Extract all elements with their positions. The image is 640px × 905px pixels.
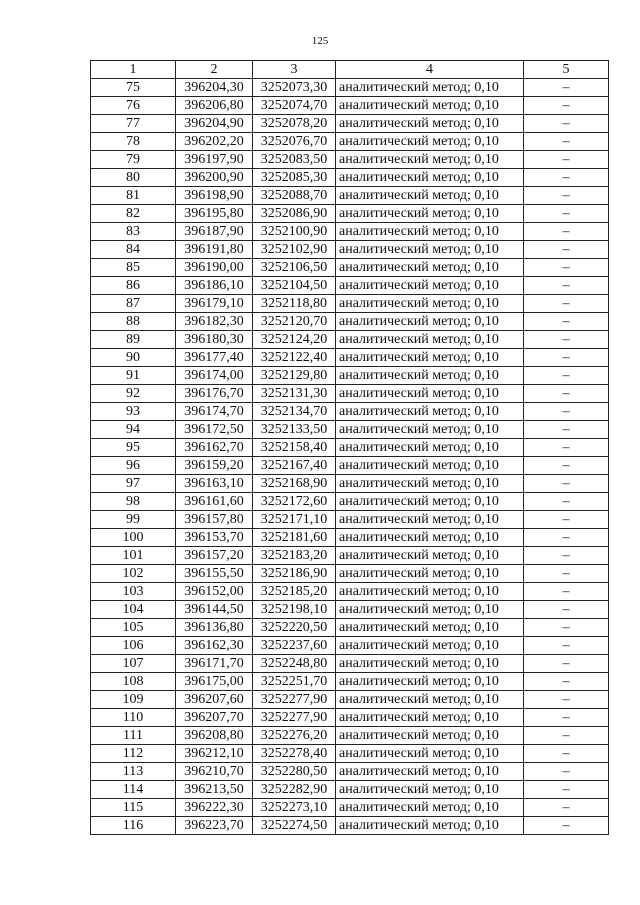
y-coordinate-cell: 3252277,90 xyxy=(253,691,336,709)
point-number-cell: 89 xyxy=(91,331,176,349)
point-number-cell: 78 xyxy=(91,133,176,151)
method-cell: аналитический метод; 0,10 xyxy=(336,241,524,259)
note-cell: – xyxy=(524,403,609,421)
x-coordinate-cell: 396179,10 xyxy=(176,295,253,313)
header-cell: 1 xyxy=(91,61,176,79)
y-coordinate-cell: 3252086,90 xyxy=(253,205,336,223)
note-cell: – xyxy=(524,133,609,151)
note-cell: – xyxy=(524,331,609,349)
method-cell: аналитический метод; 0,10 xyxy=(336,205,524,223)
method-cell: аналитический метод; 0,10 xyxy=(336,637,524,655)
table-row xyxy=(91,439,609,457)
x-coordinate-cell: 396171,70 xyxy=(176,655,253,673)
x-coordinate-cell: 396159,20 xyxy=(176,457,253,475)
table-row xyxy=(91,187,609,205)
point-number-cell: 86 xyxy=(91,277,176,295)
table-row xyxy=(91,673,609,691)
x-coordinate-cell: 396190,00 xyxy=(176,259,253,277)
point-number-cell: 87 xyxy=(91,295,176,313)
y-coordinate-cell: 3252100,90 xyxy=(253,223,336,241)
method-cell: аналитический метод; 0,10 xyxy=(336,367,524,385)
y-coordinate-cell: 3252248,80 xyxy=(253,655,336,673)
note-cell: – xyxy=(524,493,609,511)
note-cell: – xyxy=(524,79,609,97)
y-coordinate-cell: 3252104,50 xyxy=(253,277,336,295)
note-cell: – xyxy=(524,241,609,259)
note-cell: – xyxy=(524,799,609,817)
note-cell: – xyxy=(524,151,609,169)
method-cell: аналитический метод; 0,10 xyxy=(336,457,524,475)
note-cell: – xyxy=(524,97,609,115)
y-coordinate-cell: 3252133,50 xyxy=(253,421,336,439)
note-cell: – xyxy=(524,475,609,493)
point-number-cell: 77 xyxy=(91,115,176,133)
table-row xyxy=(91,709,609,727)
note-cell: – xyxy=(524,727,609,745)
table-row xyxy=(91,385,609,403)
x-coordinate-cell: 396200,90 xyxy=(176,169,253,187)
note-cell: – xyxy=(524,115,609,133)
point-number-cell: 111 xyxy=(91,727,176,745)
note-cell: – xyxy=(524,457,609,475)
note-cell: – xyxy=(524,385,609,403)
y-coordinate-cell: 3252083,50 xyxy=(253,151,336,169)
note-cell: – xyxy=(524,421,609,439)
point-number-cell: 75 xyxy=(91,79,176,97)
y-coordinate-cell: 3252134,70 xyxy=(253,403,336,421)
table-row xyxy=(91,241,609,259)
method-cell: аналитический метод; 0,10 xyxy=(336,619,524,637)
method-cell: аналитический метод; 0,10 xyxy=(336,709,524,727)
table-row xyxy=(91,79,609,97)
note-cell: – xyxy=(524,673,609,691)
table-row xyxy=(91,799,609,817)
y-coordinate-cell: 3252073,30 xyxy=(253,79,336,97)
table-row xyxy=(91,331,609,349)
table-row xyxy=(91,565,609,583)
table-row xyxy=(91,637,609,655)
point-number-cell: 85 xyxy=(91,259,176,277)
x-coordinate-cell: 396207,60 xyxy=(176,691,253,709)
method-cell: аналитический метод; 0,10 xyxy=(336,259,524,277)
point-number-cell: 115 xyxy=(91,799,176,817)
method-cell: аналитический метод; 0,10 xyxy=(336,475,524,493)
method-cell: аналитический метод; 0,10 xyxy=(336,529,524,547)
point-number-cell: 104 xyxy=(91,601,176,619)
table-row xyxy=(91,259,609,277)
method-cell: аналитический метод; 0,10 xyxy=(336,817,524,835)
x-coordinate-cell: 396172,50 xyxy=(176,421,253,439)
y-coordinate-cell: 3252237,60 xyxy=(253,637,336,655)
x-coordinate-cell: 396207,70 xyxy=(176,709,253,727)
note-cell: – xyxy=(524,187,609,205)
point-number-cell: 103 xyxy=(91,583,176,601)
note-cell: – xyxy=(524,601,609,619)
table-body xyxy=(91,61,609,835)
x-coordinate-cell: 396161,60 xyxy=(176,493,253,511)
table-header-row xyxy=(91,61,609,79)
method-cell: аналитический метод; 0,10 xyxy=(336,295,524,313)
table-row xyxy=(91,151,609,169)
header-cell: 4 xyxy=(336,61,524,79)
point-number-cell: 82 xyxy=(91,205,176,223)
x-coordinate-cell: 396197,90 xyxy=(176,151,253,169)
y-coordinate-cell: 3252276,20 xyxy=(253,727,336,745)
note-cell: – xyxy=(524,817,609,835)
point-number-cell: 95 xyxy=(91,439,176,457)
y-coordinate-cell: 3252088,70 xyxy=(253,187,336,205)
method-cell: аналитический метод; 0,10 xyxy=(336,601,524,619)
y-coordinate-cell: 3252085,30 xyxy=(253,169,336,187)
x-coordinate-cell: 396186,10 xyxy=(176,277,253,295)
method-cell: аналитический метод; 0,10 xyxy=(336,349,524,367)
point-number-cell: 105 xyxy=(91,619,176,637)
table-row xyxy=(91,475,609,493)
y-coordinate-cell: 3252106,50 xyxy=(253,259,336,277)
note-cell: – xyxy=(524,529,609,547)
y-coordinate-cell: 3252122,40 xyxy=(253,349,336,367)
note-cell: – xyxy=(524,205,609,223)
table-row xyxy=(91,493,609,511)
point-number-cell: 80 xyxy=(91,169,176,187)
x-coordinate-cell: 396175,00 xyxy=(176,673,253,691)
table-row xyxy=(91,403,609,421)
point-number-cell: 114 xyxy=(91,781,176,799)
x-coordinate-cell: 396195,80 xyxy=(176,205,253,223)
point-number-cell: 102 xyxy=(91,565,176,583)
y-coordinate-cell: 3252158,40 xyxy=(253,439,336,457)
table-row xyxy=(91,745,609,763)
table-row xyxy=(91,133,609,151)
x-coordinate-cell: 396157,20 xyxy=(176,547,253,565)
method-cell: аналитический метод; 0,10 xyxy=(336,277,524,295)
y-coordinate-cell: 3252168,90 xyxy=(253,475,336,493)
method-cell: аналитический метод; 0,10 xyxy=(336,583,524,601)
note-cell: – xyxy=(524,277,609,295)
x-coordinate-cell: 396162,70 xyxy=(176,439,253,457)
method-cell: аналитический метод; 0,10 xyxy=(336,313,524,331)
table-row xyxy=(91,313,609,331)
point-number-cell: 91 xyxy=(91,367,176,385)
table-row xyxy=(91,421,609,439)
point-number-cell: 112 xyxy=(91,745,176,763)
y-coordinate-cell: 3252273,10 xyxy=(253,799,336,817)
method-cell: аналитический метод; 0,10 xyxy=(336,565,524,583)
y-coordinate-cell: 3252282,90 xyxy=(253,781,336,799)
point-number-cell: 108 xyxy=(91,673,176,691)
y-coordinate-cell: 3252078,20 xyxy=(253,115,336,133)
point-number-cell: 76 xyxy=(91,97,176,115)
table-row xyxy=(91,457,609,475)
point-number-cell: 81 xyxy=(91,187,176,205)
x-coordinate-cell: 396174,70 xyxy=(176,403,253,421)
table-row xyxy=(91,223,609,241)
y-coordinate-cell: 3252124,20 xyxy=(253,331,336,349)
note-cell: – xyxy=(524,691,609,709)
x-coordinate-cell: 396157,80 xyxy=(176,511,253,529)
method-cell: аналитический метод; 0,10 xyxy=(336,403,524,421)
method-cell: аналитический метод; 0,10 xyxy=(336,421,524,439)
point-number-cell: 97 xyxy=(91,475,176,493)
x-coordinate-cell: 396182,30 xyxy=(176,313,253,331)
x-coordinate-cell: 396223,70 xyxy=(176,817,253,835)
point-number-cell: 94 xyxy=(91,421,176,439)
table-row xyxy=(91,655,609,673)
x-coordinate-cell: 396144,50 xyxy=(176,601,253,619)
note-cell: – xyxy=(524,223,609,241)
y-coordinate-cell: 3252186,90 xyxy=(253,565,336,583)
x-coordinate-cell: 396136,80 xyxy=(176,619,253,637)
note-cell: – xyxy=(524,313,609,331)
note-cell: – xyxy=(524,637,609,655)
x-coordinate-cell: 396177,40 xyxy=(176,349,253,367)
table-row xyxy=(91,97,609,115)
note-cell: – xyxy=(524,565,609,583)
x-coordinate-cell: 396204,30 xyxy=(176,79,253,97)
table-row xyxy=(91,583,609,601)
table-row xyxy=(91,295,609,313)
point-number-cell: 99 xyxy=(91,511,176,529)
x-coordinate-cell: 396210,70 xyxy=(176,763,253,781)
point-number-cell: 116 xyxy=(91,817,176,835)
x-coordinate-cell: 396222,30 xyxy=(176,799,253,817)
y-coordinate-cell: 3252074,70 xyxy=(253,97,336,115)
y-coordinate-cell: 3252102,90 xyxy=(253,241,336,259)
y-coordinate-cell: 3252280,50 xyxy=(253,763,336,781)
y-coordinate-cell: 3252277,90 xyxy=(253,709,336,727)
header-cell: 2 xyxy=(176,61,253,79)
x-coordinate-cell: 396204,90 xyxy=(176,115,253,133)
table-row xyxy=(91,277,609,295)
y-coordinate-cell: 3252076,70 xyxy=(253,133,336,151)
table-row xyxy=(91,619,609,637)
method-cell: аналитический метод; 0,10 xyxy=(336,151,524,169)
x-coordinate-cell: 396202,20 xyxy=(176,133,253,151)
page-number: 125 xyxy=(311,35,329,47)
point-number-cell: 110 xyxy=(91,709,176,727)
y-coordinate-cell: 3252220,50 xyxy=(253,619,336,637)
note-cell: – xyxy=(524,511,609,529)
y-coordinate-cell: 3252167,40 xyxy=(253,457,336,475)
table-row xyxy=(91,763,609,781)
coordinates-table xyxy=(90,60,609,835)
point-number-cell: 109 xyxy=(91,691,176,709)
x-coordinate-cell: 396155,50 xyxy=(176,565,253,583)
method-cell: аналитический метод; 0,10 xyxy=(336,727,524,745)
x-coordinate-cell: 396162,30 xyxy=(176,637,253,655)
point-number-cell: 83 xyxy=(91,223,176,241)
method-cell: аналитический метод; 0,10 xyxy=(336,115,524,133)
table-row xyxy=(91,529,609,547)
point-number-cell: 100 xyxy=(91,529,176,547)
y-coordinate-cell: 3252129,80 xyxy=(253,367,336,385)
x-coordinate-cell: 396212,10 xyxy=(176,745,253,763)
y-coordinate-cell: 3252172,60 xyxy=(253,493,336,511)
note-cell: – xyxy=(524,709,609,727)
note-cell: – xyxy=(524,439,609,457)
method-cell: аналитический метод; 0,10 xyxy=(336,511,524,529)
note-cell: – xyxy=(524,349,609,367)
point-number-cell: 101 xyxy=(91,547,176,565)
y-coordinate-cell: 3252181,60 xyxy=(253,529,336,547)
x-coordinate-cell: 396176,70 xyxy=(176,385,253,403)
note-cell: – xyxy=(524,547,609,565)
x-coordinate-cell: 396163,10 xyxy=(176,475,253,493)
note-cell: – xyxy=(524,583,609,601)
method-cell: аналитический метод; 0,10 xyxy=(336,385,524,403)
x-coordinate-cell: 396206,80 xyxy=(176,97,253,115)
method-cell: аналитический метод; 0,10 xyxy=(336,547,524,565)
header-cell: 3 xyxy=(253,61,336,79)
table-row xyxy=(91,727,609,745)
method-cell: аналитический метод; 0,10 xyxy=(336,133,524,151)
table-row xyxy=(91,511,609,529)
y-coordinate-cell: 3252118,80 xyxy=(253,295,336,313)
y-coordinate-cell: 3252278,40 xyxy=(253,745,336,763)
table-row xyxy=(91,547,609,565)
method-cell: аналитический метод; 0,10 xyxy=(336,223,524,241)
table-row xyxy=(91,691,609,709)
point-number-cell: 93 xyxy=(91,403,176,421)
point-number-cell: 113 xyxy=(91,763,176,781)
x-coordinate-cell: 396174,00 xyxy=(176,367,253,385)
point-number-cell: 92 xyxy=(91,385,176,403)
y-coordinate-cell: 3252183,20 xyxy=(253,547,336,565)
x-coordinate-cell: 396191,80 xyxy=(176,241,253,259)
x-coordinate-cell: 396180,30 xyxy=(176,331,253,349)
x-coordinate-cell: 396213,50 xyxy=(176,781,253,799)
point-number-cell: 84 xyxy=(91,241,176,259)
table-row xyxy=(91,205,609,223)
note-cell: – xyxy=(524,619,609,637)
note-cell: – xyxy=(524,763,609,781)
point-number-cell: 96 xyxy=(91,457,176,475)
point-number-cell: 98 xyxy=(91,493,176,511)
note-cell: – xyxy=(524,169,609,187)
note-cell: – xyxy=(524,367,609,385)
x-coordinate-cell: 396208,80 xyxy=(176,727,253,745)
x-coordinate-cell: 396198,90 xyxy=(176,187,253,205)
y-coordinate-cell: 3252120,70 xyxy=(253,313,336,331)
point-number-cell: 106 xyxy=(91,637,176,655)
y-coordinate-cell: 3252251,70 xyxy=(253,673,336,691)
method-cell: аналитический метод; 0,10 xyxy=(336,781,524,799)
method-cell: аналитический метод; 0,10 xyxy=(336,493,524,511)
method-cell: аналитический метод; 0,10 xyxy=(336,745,524,763)
method-cell: аналитический метод; 0,10 xyxy=(336,79,524,97)
table-row xyxy=(91,601,609,619)
x-coordinate-cell: 396187,90 xyxy=(176,223,253,241)
note-cell: – xyxy=(524,295,609,313)
point-number-cell: 79 xyxy=(91,151,176,169)
method-cell: аналитический метод; 0,10 xyxy=(336,97,524,115)
point-number-cell: 90 xyxy=(91,349,176,367)
table-row xyxy=(91,169,609,187)
method-cell: аналитический метод; 0,10 xyxy=(336,655,524,673)
method-cell: аналитический метод; 0,10 xyxy=(336,169,524,187)
note-cell: – xyxy=(524,259,609,277)
note-cell: – xyxy=(524,745,609,763)
method-cell: аналитический метод; 0,10 xyxy=(336,799,524,817)
point-number-cell: 107 xyxy=(91,655,176,673)
table-row xyxy=(91,349,609,367)
table-row xyxy=(91,781,609,799)
method-cell: аналитический метод; 0,10 xyxy=(336,187,524,205)
table-row xyxy=(91,115,609,133)
note-cell: – xyxy=(524,655,609,673)
note-cell: – xyxy=(524,781,609,799)
y-coordinate-cell: 3252185,20 xyxy=(253,583,336,601)
y-coordinate-cell: 3252274,50 xyxy=(253,817,336,835)
table-row xyxy=(91,817,609,835)
point-number-cell: 88 xyxy=(91,313,176,331)
y-coordinate-cell: 3252131,30 xyxy=(253,385,336,403)
y-coordinate-cell: 3252171,10 xyxy=(253,511,336,529)
table-row xyxy=(91,367,609,385)
x-coordinate-cell: 396153,70 xyxy=(176,529,253,547)
method-cell: аналитический метод; 0,10 xyxy=(336,331,524,349)
header-cell: 5 xyxy=(524,61,609,79)
method-cell: аналитический метод; 0,10 xyxy=(336,691,524,709)
method-cell: аналитический метод; 0,10 xyxy=(336,673,524,691)
y-coordinate-cell: 3252198,10 xyxy=(253,601,336,619)
method-cell: аналитический метод; 0,10 xyxy=(336,439,524,457)
method-cell: аналитический метод; 0,10 xyxy=(336,763,524,781)
x-coordinate-cell: 396152,00 xyxy=(176,583,253,601)
